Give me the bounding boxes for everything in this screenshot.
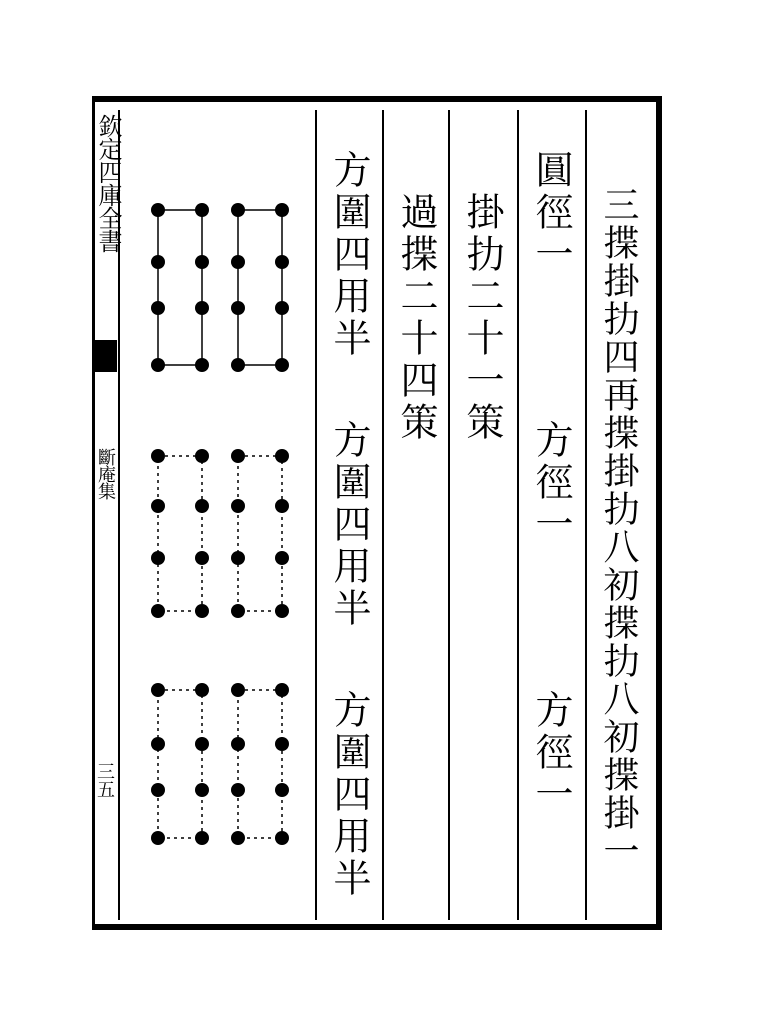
column-2-text-middle: 方徑一: [529, 420, 573, 546]
margin-page-number: 三五: [94, 762, 115, 798]
column-2-text-top: 圓徑一: [529, 150, 573, 276]
margin-fishtail-mark: [93, 340, 117, 372]
column-3-text: 掛扐二十一策: [460, 192, 504, 444]
column-rule: [585, 110, 587, 920]
dot-diagram: [130, 180, 310, 880]
column-5-text-bottom: 方圍四用半: [327, 690, 371, 900]
margin-book-title: 斷庵集: [95, 448, 116, 499]
column-5-text-middle: 方圍四用半: [327, 420, 371, 630]
column-rule: [517, 110, 519, 920]
column-4-text: 過揲二十四策: [394, 192, 438, 444]
column-rule: [448, 110, 450, 920]
column-5-text-top: 方圍四用半: [327, 150, 371, 360]
column-rule: [315, 110, 317, 920]
dot-group-dashed-middle: [151, 449, 289, 618]
margin-book-series-title: 欽定四庫全書: [94, 114, 122, 252]
column-1-text: 三揲掛扐四再揲掛扐八初揲扐八初揲掛一: [598, 186, 639, 870]
column-rule: [382, 110, 384, 920]
dot-group-solid: [151, 203, 289, 372]
dot-group-dashed-bottom: [151, 683, 289, 845]
column-2-text-bottom: 方徑一: [529, 690, 573, 816]
